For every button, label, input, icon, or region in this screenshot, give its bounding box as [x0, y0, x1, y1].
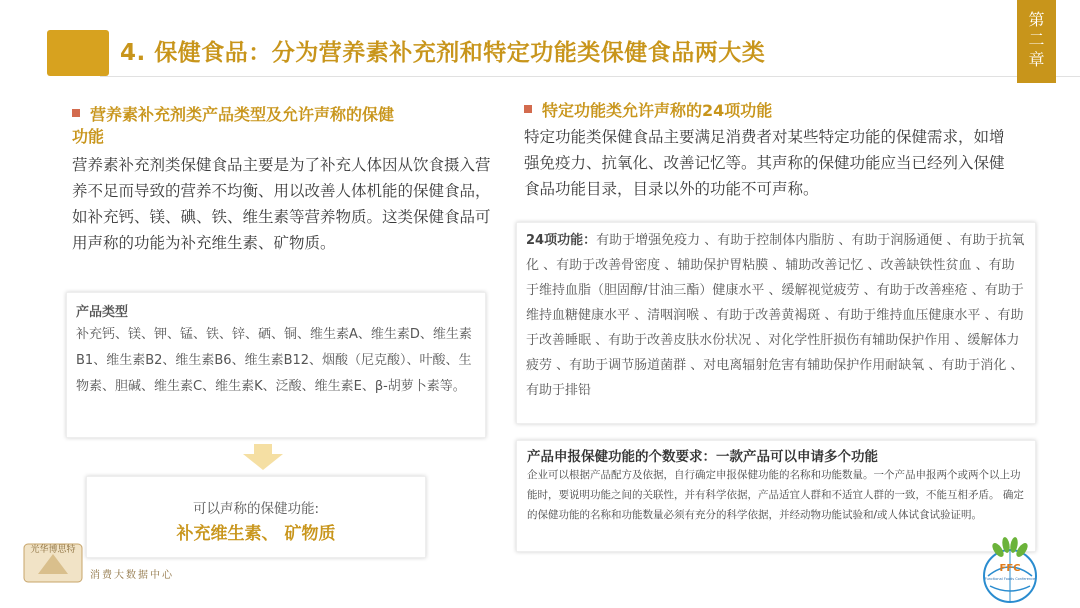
product-type-card: [66, 292, 486, 438]
functions-text: 有助于增强免疫力 、有助于控制体内脂肪 、有助于润肠通便 、有助于抗氧化 、有助于改善骨密度 、辅助保护胃粘膜 、辅助改善记忆 、改善缺铁性贫血 、有助于维持血脂（胆固醇/甘油三酯）健康水平 、缓解视觉疲劳 、有助于改善痤疮 、有助于维持血糖健康水平 、清咽润喉 、有助于改善黄褐斑 、有助于维持血压健康水平 、有助于改善睡眠 、有助于改善皮肤水份状况 、对化学性肝损伤有辅助保护作用 、缓解体力疲劳 、有助于调节肠道菌群 、对电离辐射危害有辅助保护作用耐缺氧 、有助于消化 、有助于排铅: [526, 233, 1025, 398]
chapter-tab-char: 二: [1028, 30, 1045, 49]
chapter-tab-char: 章: [1028, 50, 1045, 69]
arrow-down-icon: [243, 444, 283, 470]
ffc-logo: [976, 536, 1044, 604]
functions-list: [526, 228, 1027, 403]
title-divider: [100, 76, 1080, 77]
page-title: 4. 保健食品：分为营养素补充剂和特定功能类保健食品两大类: [120, 40, 766, 66]
bullet-icon: [524, 105, 532, 113]
right-section-heading: 特定功能类允许声称的24项功能: [524, 100, 1004, 122]
ffc-full-name: Functional Foods Conference: [984, 577, 1036, 581]
title-accent-block: [47, 30, 109, 76]
left-section-heading: 营养素补充剂类产品类型及允许声称的保健 功能: [72, 105, 395, 146]
seal-text: 光华博思特: [30, 545, 76, 555]
left-heading-line2: 功能: [72, 127, 105, 146]
ffc-abbr: FFC: [999, 563, 1021, 574]
result-label: 可以声称的保健功能:: [192, 501, 320, 517]
requirement-card: [516, 440, 1036, 552]
brand-caption: 消费大数据中心: [90, 570, 174, 581]
chapter-tab-char: 第: [1028, 10, 1045, 29]
functions-label: 24项功能：: [526, 233, 597, 248]
product-type-list: 补充钙、镁、钾、锰、铁、锌、硒、铜、维生素A、维生素D、维生素B1、维生素B2、维生素B6、维生素B12、烟酸（尼克酸）、叶酸、生物素、胆碱、维生素C、维生素K、泛酸、维生素E、β-胡萝卜素等。: [76, 327, 472, 394]
right-body-text: 特定功能类保健食品主要满足消费者对某些特定功能的保健需求，如增强免疫力、抗氧化、改善记忆等。其声称的保健功能应当已经列入保健食品功能目录，目录以外的功能不可声称。: [524, 128, 1005, 198]
product-type-title: 产品类型: [76, 305, 129, 320]
brand-seal-logo: [18, 540, 88, 586]
result-value: 补充维生素、 矿物质: [176, 524, 336, 544]
functions-card: [516, 222, 1036, 424]
left-body-text: 营养素补充剂类保健食品主要是为了补充人体因从饮食摄入营养不足而导致的营养不均衡、用以改善人体机能的保健食品，如补充钙、镁、碘、铁、维生素等营养物质。这类保健食品可用声称的功能为补充维生素、矿物质。: [72, 156, 491, 252]
result-card: [86, 476, 426, 558]
bullet-icon: [72, 109, 80, 117]
chapter-tab: [1017, 0, 1056, 83]
requirement-text: 企业可以根据产品配方及依据，自行确定申报保健功能的名称和功能数量。一个产品申报两个或两个以上功能时，要说明功能之间的关联性，并有科学依据，产品适宜人群和不适宜人群的一致，不能互相矛盾。 确定的保健功能的名称和功能数量必须有充分的科学依据，并经动物功能试验和/或人体试食试验证明。: [527, 469, 1024, 521]
requirement-title: 产品申报保健功能的个数要求：一款产品可以申请多个功能: [527, 449, 878, 465]
